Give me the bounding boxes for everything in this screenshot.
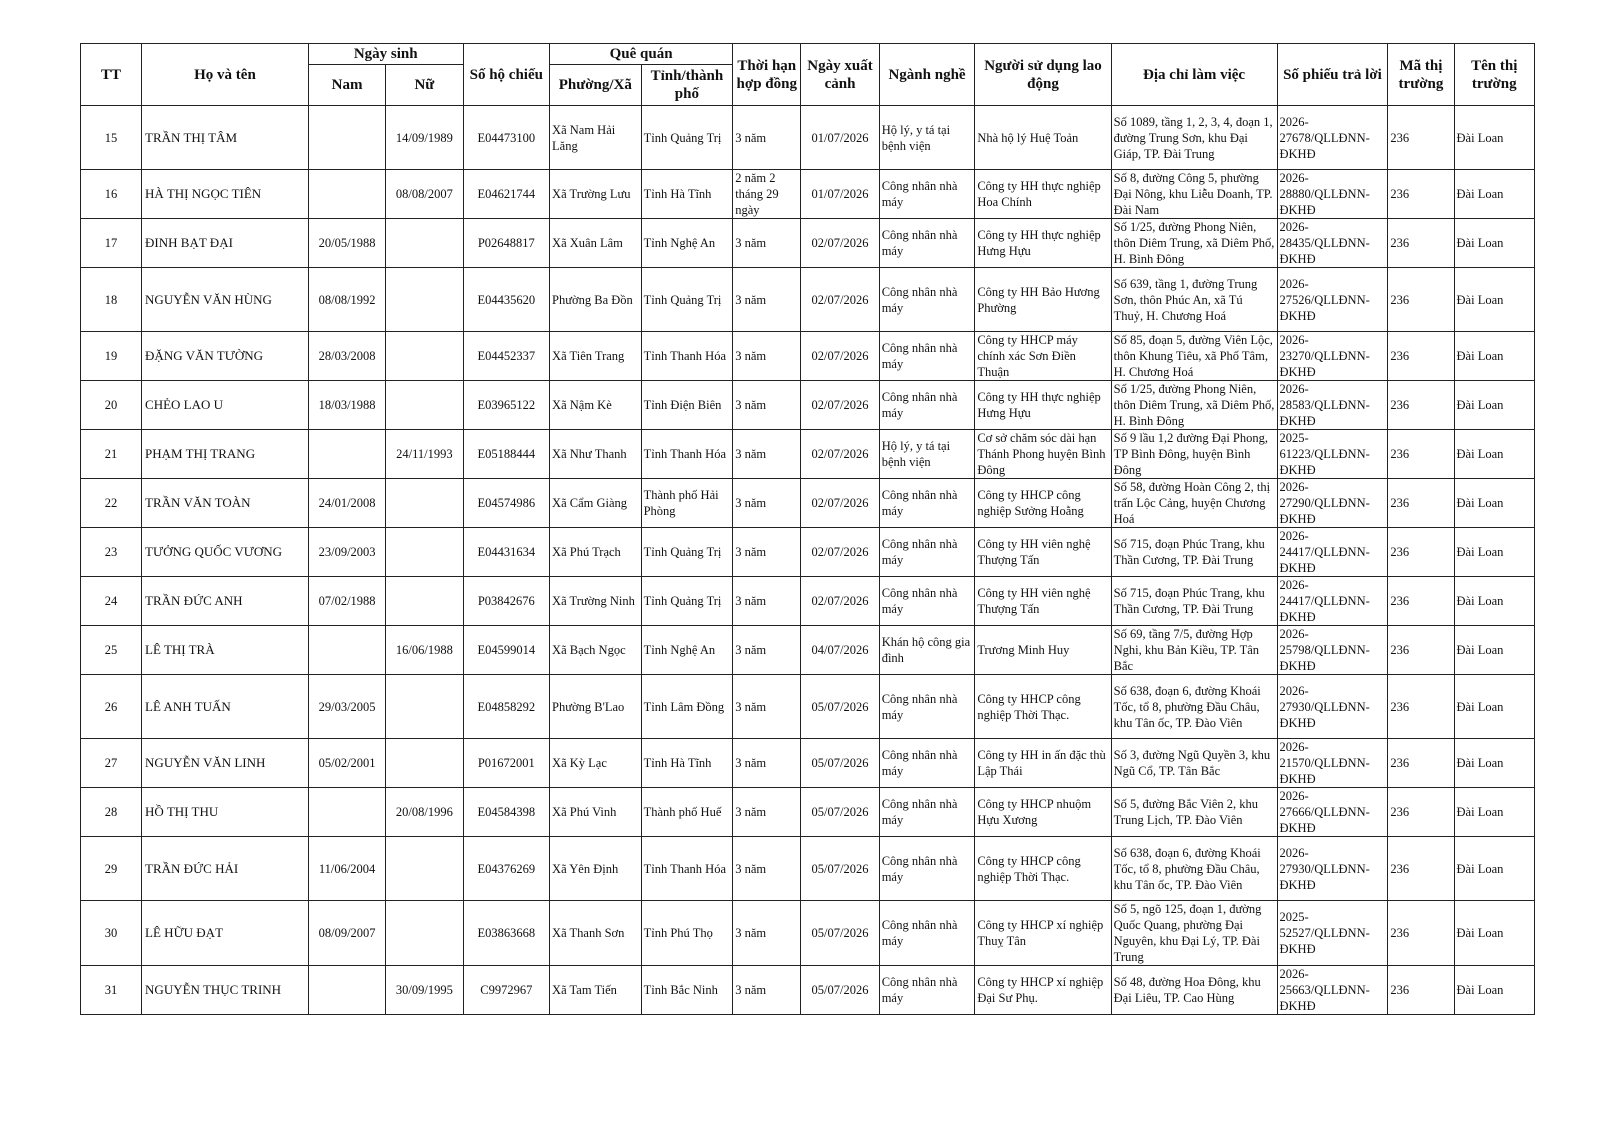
table-row (81, 332, 1535, 381)
birth-date-female (386, 219, 463, 268)
market-code: 236 (1388, 106, 1454, 170)
worker-name: ĐẶNG VĂN TƯỜNG (142, 332, 309, 381)
occupation: Công nhân nhà máy (879, 675, 975, 739)
ticket-number: 2026-28435/QLLĐNN-ĐKHĐ (1277, 219, 1388, 268)
hometown-ward: Xã Yên Định (550, 837, 642, 901)
employer: Công ty HH Bảo Hương Phường (975, 268, 1111, 332)
header-female: Nữ (386, 65, 463, 106)
work-address: Số 5, ngõ 125, đoạn 1, đường Quốc Quang, phường Đại Nguyên, khu Đại Lý, TP. Đài Trung (1111, 901, 1277, 966)
worker-name: LÊ ANH TUẤN (142, 675, 309, 739)
occupation: Công nhân nhà máy (879, 268, 975, 332)
birth-date-male: 29/03/2005 (308, 675, 385, 739)
row-number: 17 (81, 219, 142, 268)
worker-name: PHẠM THỊ TRANG (142, 430, 309, 479)
occupation: Khán hộ công gia đình (879, 626, 975, 675)
exit-date: 02/07/2026 (801, 381, 879, 430)
hometown-province: Tỉnh Hà Tĩnh (641, 739, 733, 788)
hometown-province: Tỉnh Thanh Hóa (641, 332, 733, 381)
ticket-number: 2026-25663/QLLĐNN-ĐKHĐ (1277, 966, 1388, 1015)
occupation: Công nhân nhà máy (879, 219, 975, 268)
contract-term: 3 năm (733, 479, 801, 528)
birth-date-male (308, 170, 385, 219)
passport-number: E04435620 (463, 268, 549, 332)
occupation: Công nhân nhà máy (879, 479, 975, 528)
exit-date: 02/07/2026 (801, 528, 879, 577)
passport-number: P03842676 (463, 577, 549, 626)
ticket-number: 2026-27930/QLLĐNN-ĐKHĐ (1277, 837, 1388, 901)
work-address: Số 715, đoạn Phúc Trang, khu Thần Cương, TP. Đài Trung (1111, 528, 1277, 577)
employer: Công ty HH viên nghệ Thượng Tấn (975, 528, 1111, 577)
market-code: 236 (1388, 479, 1454, 528)
row-number: 27 (81, 739, 142, 788)
market-code: 236 (1388, 332, 1454, 381)
work-address: Số 1089, tầng 1, 2, 3, 4, đoạn 1, đường Trung Sơn, khu Đại Giáp, TP. Đài Trung (1111, 106, 1277, 170)
worker-name: TƯỞNG QUỐC VƯƠNG (142, 528, 309, 577)
hometown-ward: Phường B'Lao (550, 675, 642, 739)
table-body (81, 106, 1535, 1015)
market-code: 236 (1388, 430, 1454, 479)
passport-number: E04574986 (463, 479, 549, 528)
birth-date-male: 18/03/1988 (308, 381, 385, 430)
occupation: Công nhân nhà máy (879, 170, 975, 219)
table-row (81, 577, 1535, 626)
header-male: Nam (308, 65, 385, 106)
worker-name: TRẦN THỊ TÂM (142, 106, 309, 170)
exit-date: 05/07/2026 (801, 675, 879, 739)
header-ticket: Số phiếu trả lời (1277, 44, 1388, 106)
header-contract: Thời hạn hợp đồng (733, 44, 801, 106)
passport-number: E05188444 (463, 430, 549, 479)
worker-name: NGUYỄN VĂN LINH (142, 739, 309, 788)
worker-name: TRẦN ĐỨC ANH (142, 577, 309, 626)
hometown-province: Tỉnh Phú Thọ (641, 901, 733, 966)
occupation: Công nhân nhà máy (879, 381, 975, 430)
exit-date: 05/07/2026 (801, 966, 879, 1015)
passport-number: E04473100 (463, 106, 549, 170)
exit-date: 04/07/2026 (801, 626, 879, 675)
contract-term: 3 năm (733, 675, 801, 739)
table-row (81, 837, 1535, 901)
worker-name: TRẦN ĐỨC HẢI (142, 837, 309, 901)
header-market-code: Mã thị trường (1388, 44, 1454, 106)
row-number: 19 (81, 332, 142, 381)
row-number: 24 (81, 577, 142, 626)
occupation: Công nhân nhà máy (879, 837, 975, 901)
worker-name: HỒ THỊ THU (142, 788, 309, 837)
table-row (81, 739, 1535, 788)
hometown-province: Tỉnh Thanh Hóa (641, 837, 733, 901)
birth-date-male: 23/09/2003 (308, 528, 385, 577)
employer: Cơ sở chăm sóc dài hạn Thánh Phong huyện Bình Đông (975, 430, 1111, 479)
market-name: Đài Loan (1454, 837, 1534, 901)
hometown-ward: Xã Trường Ninh (550, 577, 642, 626)
birth-date-male: 08/09/2007 (308, 901, 385, 966)
work-address: Số 1/25, đường Phong Niên, thôn Diêm Trung, xã Diêm Phố, H. Bình Đông (1111, 381, 1277, 430)
table-row (81, 901, 1535, 966)
market-name: Đài Loan (1454, 106, 1534, 170)
header-tt: TT (81, 44, 142, 106)
row-number: 16 (81, 170, 142, 219)
market-name: Đài Loan (1454, 268, 1534, 332)
row-number: 15 (81, 106, 142, 170)
market-name: Đài Loan (1454, 901, 1534, 966)
occupation: Công nhân nhà máy (879, 577, 975, 626)
birth-date-female (386, 901, 463, 966)
market-name: Đài Loan (1454, 675, 1534, 739)
passport-number: E04621744 (463, 170, 549, 219)
hometown-province: Tỉnh Điện Biên (641, 381, 733, 430)
contract-term: 3 năm (733, 106, 801, 170)
contract-term: 3 năm (733, 332, 801, 381)
market-code: 236 (1388, 966, 1454, 1015)
row-number: 26 (81, 675, 142, 739)
market-code: 236 (1388, 675, 1454, 739)
occupation: Công nhân nhà máy (879, 901, 975, 966)
work-address: Số 85, đoạn 5, đường Viên Lộc, thôn Khung Tiêu, xã Phố Tâm, H. Chương Hoá (1111, 332, 1277, 381)
passport-number: E04584398 (463, 788, 549, 837)
ticket-number: 2026-28880/QLLĐNN-ĐKHĐ (1277, 170, 1388, 219)
passport-number: E03863668 (463, 901, 549, 966)
market-code: 236 (1388, 739, 1454, 788)
ticket-number: 2026-27526/QLLĐNN-ĐKHĐ (1277, 268, 1388, 332)
exit-date: 02/07/2026 (801, 479, 879, 528)
contract-term: 3 năm (733, 219, 801, 268)
row-number: 29 (81, 837, 142, 901)
hometown-province: Tỉnh Quảng Trị (641, 268, 733, 332)
ticket-number: 2025-52527/QLLĐNN-ĐKHĐ (1277, 901, 1388, 966)
hometown-ward: Xã Nam Hải Lăng (550, 106, 642, 170)
ticket-number: 2026-24417/QLLĐNN-ĐKHĐ (1277, 528, 1388, 577)
contract-term: 3 năm (733, 268, 801, 332)
table-row (81, 219, 1535, 268)
birth-date-male: 24/01/2008 (308, 479, 385, 528)
work-address: Số 638, đoạn 6, đường Khoái Tốc, tổ 8, phường Đầu Châu, khu Tân ốc, TP. Đào Viên (1111, 675, 1277, 739)
birth-date-female (386, 837, 463, 901)
passport-number: P01672001 (463, 739, 549, 788)
market-name: Đài Loan (1454, 381, 1534, 430)
hometown-ward: Xã Trường Lưu (550, 170, 642, 219)
exit-date: 02/07/2026 (801, 268, 879, 332)
ticket-number: 2026-28583/QLLĐNN-ĐKHĐ (1277, 381, 1388, 430)
employer: Công ty HH in ấn đặc thù Lập Thái (975, 739, 1111, 788)
contract-term: 3 năm (733, 837, 801, 901)
birth-date-male (308, 626, 385, 675)
exit-date: 01/07/2026 (801, 106, 879, 170)
hometown-province: Thành phố Huế (641, 788, 733, 837)
ticket-number: 2026-24417/QLLĐNN-ĐKHĐ (1277, 577, 1388, 626)
ticket-number: 2026-27290/QLLĐNN-ĐKHĐ (1277, 479, 1388, 528)
exit-date: 02/07/2026 (801, 219, 879, 268)
row-number: 31 (81, 966, 142, 1015)
exit-date: 05/07/2026 (801, 901, 879, 966)
ticket-number: 2026-27666/QLLĐNN-ĐKHĐ (1277, 788, 1388, 837)
contract-term: 3 năm (733, 739, 801, 788)
market-code: 236 (1388, 219, 1454, 268)
passport-number: E04431634 (463, 528, 549, 577)
birth-date-male (308, 430, 385, 479)
market-name: Đài Loan (1454, 528, 1534, 577)
work-address: Số 639, tầng 1, đường Trung Sơn, thôn Phúc An, xã Tú Thuỷ, H. Chương Hoá (1111, 268, 1277, 332)
employer: Công ty HHCP xí nghiệp Thuỵ Tân (975, 901, 1111, 966)
birth-date-male: 11/06/2004 (308, 837, 385, 901)
birth-date-female: 16/06/1988 (386, 626, 463, 675)
market-code: 236 (1388, 901, 1454, 966)
table-row (81, 479, 1535, 528)
ticket-number: 2026-27678/QLLĐNN-ĐKHĐ (1277, 106, 1388, 170)
occupation: Công nhân nhà máy (879, 739, 975, 788)
employer: Công ty HHCP máy chính xác Sơn Điền Thuận (975, 332, 1111, 381)
work-address: Số 9 lầu 1,2 đường Đại Phong, TP Bình Đông, huyện Bình Đông (1111, 430, 1277, 479)
hometown-province: Tỉnh Quảng Trị (641, 577, 733, 626)
birth-date-male (308, 788, 385, 837)
hometown-province: Thành phố Hải Phòng (641, 479, 733, 528)
work-address: Số 638, đoạn 6, đường Khoái Tốc, tổ 8, phường Đầu Châu, khu Tân ốc, TP. Đào Viên (1111, 837, 1277, 901)
birth-date-female: 20/08/1996 (386, 788, 463, 837)
employer: Công ty HH thực nghiệp Hoa Chính (975, 170, 1111, 219)
header-market-name: Tên thị trường (1454, 44, 1534, 106)
birth-date-female (386, 268, 463, 332)
hometown-ward: Xã Tam Tiến (550, 966, 642, 1015)
birth-date-male (308, 106, 385, 170)
hometown-province: Tỉnh Thanh Hóa (641, 430, 733, 479)
occupation: Hộ lý, y tá tại bệnh viện (879, 106, 975, 170)
market-name: Đài Loan (1454, 479, 1534, 528)
work-address: Số 3, đường Ngũ Quyền 3, khu Ngũ Cổ, TP. Tân Bắc (1111, 739, 1277, 788)
contract-term: 3 năm (733, 626, 801, 675)
market-code: 236 (1388, 788, 1454, 837)
passport-number: E04599014 (463, 626, 549, 675)
employer: Công ty HHCP xí nghiệp Đại Sư Phụ. (975, 966, 1111, 1015)
employer: Công ty HHCP công nghiệp Sưởng Hoằng (975, 479, 1111, 528)
exit-date: 05/07/2026 (801, 788, 879, 837)
birth-date-male: 07/02/1988 (308, 577, 385, 626)
hometown-ward: Xã Như Thanh (550, 430, 642, 479)
contract-term: 3 năm (733, 966, 801, 1015)
header-province: Tỉnh/thành phố (641, 65, 733, 106)
work-address: Số 1/25, đường Phong Niên, thôn Diêm Trung, xã Diêm Phố, H. Bình Đông (1111, 219, 1277, 268)
table-row (81, 381, 1535, 430)
table-row (81, 106, 1535, 170)
birth-date-female (386, 381, 463, 430)
header-address: Địa chỉ làm việc (1111, 44, 1277, 106)
birth-date-male: 28/03/2008 (308, 332, 385, 381)
exit-date: 02/07/2026 (801, 430, 879, 479)
hometown-province: Tỉnh Nghệ An (641, 219, 733, 268)
exit-date: 01/07/2026 (801, 170, 879, 219)
passport-number: E04858292 (463, 675, 549, 739)
hometown-ward: Xã Thanh Sơn (550, 901, 642, 966)
birth-date-female (386, 528, 463, 577)
birth-date-male: 05/02/2001 (308, 739, 385, 788)
market-name: Đài Loan (1454, 966, 1534, 1015)
table-row (81, 966, 1535, 1015)
worker-name: NGUYỄN THỤC TRINH (142, 966, 309, 1015)
market-code: 236 (1388, 170, 1454, 219)
header-exit-date: Ngày xuất cảnh (801, 44, 879, 106)
market-code: 236 (1388, 837, 1454, 901)
employer: Công ty HH thực nghiệp Hưng Hựu (975, 381, 1111, 430)
work-address: Số 48, đường Hoa Đông, khu Đại Liêu, TP. Cao Hùng (1111, 966, 1277, 1015)
header-ward: Phường/Xã (550, 65, 642, 106)
hometown-ward: Xã Kỳ Lạc (550, 739, 642, 788)
row-number: 22 (81, 479, 142, 528)
hometown-province: Tỉnh Quảng Trị (641, 106, 733, 170)
exit-date: 02/07/2026 (801, 577, 879, 626)
worker-name: ĐINH BẠT ĐẠI (142, 219, 309, 268)
header-employer: Người sử dụng lao động (975, 44, 1111, 106)
hometown-ward: Xã Xuân Lâm (550, 219, 642, 268)
birth-date-female: 30/09/1995 (386, 966, 463, 1015)
hometown-ward: Xã Cẩm Giàng (550, 479, 642, 528)
passport-number: E04376269 (463, 837, 549, 901)
birth-date-male: 20/05/1988 (308, 219, 385, 268)
employer: Công ty HHCP công nghiệp Thời Thạc. (975, 837, 1111, 901)
row-number: 20 (81, 381, 142, 430)
worker-table (80, 43, 1535, 1015)
market-code: 236 (1388, 528, 1454, 577)
hometown-province: Tỉnh Quảng Trị (641, 528, 733, 577)
document-sheet (80, 43, 1535, 1015)
contract-term: 3 năm (733, 788, 801, 837)
employer: Công ty HHCP công nghiệp Thời Thạc. (975, 675, 1111, 739)
ticket-number: 2026-27930/QLLĐNN-ĐKHĐ (1277, 675, 1388, 739)
passport-number: E03965122 (463, 381, 549, 430)
occupation: Công nhân nhà máy (879, 966, 975, 1015)
market-name: Đài Loan (1454, 739, 1534, 788)
work-address: Số 58, đường Hoàn Công 2, thị trấn Lộc Cảng, huyện Chương Hoá (1111, 479, 1277, 528)
worker-name: TRẦN VĂN TOÀN (142, 479, 309, 528)
birth-date-male: 08/08/1992 (308, 268, 385, 332)
employer: Trương Minh Huy (975, 626, 1111, 675)
market-code: 236 (1388, 268, 1454, 332)
work-address: Số 715, đoạn Phúc Trang, khu Thần Cương, TP. Đài Trung (1111, 577, 1277, 626)
hometown-ward: Xã Tiên Trang (550, 332, 642, 381)
exit-date: 05/07/2026 (801, 837, 879, 901)
passport-number: P02648817 (463, 219, 549, 268)
market-name: Đài Loan (1454, 788, 1534, 837)
ticket-number: 2026-21570/QLLĐNN-ĐKHĐ (1277, 739, 1388, 788)
market-name: Đài Loan (1454, 332, 1534, 381)
birth-date-female (386, 739, 463, 788)
worker-name: CHẺO LAO U (142, 381, 309, 430)
ticket-number: 2026-25798/QLLĐNN-ĐKHĐ (1277, 626, 1388, 675)
worker-name: NGUYỄN VĂN HÙNG (142, 268, 309, 332)
occupation: Công nhân nhà máy (879, 788, 975, 837)
contract-term: 2 năm 2 tháng 29 ngày (733, 170, 801, 219)
worker-name: LÊ HỮU ĐẠT (142, 901, 309, 966)
row-number: 25 (81, 626, 142, 675)
birth-date-female (386, 479, 463, 528)
market-code: 236 (1388, 381, 1454, 430)
worker-name: HÀ THỊ NGỌC TIÊN (142, 170, 309, 219)
market-name: Đài Loan (1454, 170, 1534, 219)
contract-term: 3 năm (733, 381, 801, 430)
row-number: 23 (81, 528, 142, 577)
hometown-province: Tỉnh Lâm Đồng (641, 675, 733, 739)
occupation: Công nhân nhà máy (879, 332, 975, 381)
table-row (81, 788, 1535, 837)
table-row (81, 268, 1535, 332)
worker-name: LÊ THỊ TRÀ (142, 626, 309, 675)
contract-term: 3 năm (733, 430, 801, 479)
birth-date-male (308, 966, 385, 1015)
exit-date: 02/07/2026 (801, 332, 879, 381)
header-birth-group: Ngày sinh (308, 44, 463, 65)
birth-date-female: 24/11/1993 (386, 430, 463, 479)
table-row (81, 626, 1535, 675)
market-code: 236 (1388, 626, 1454, 675)
market-code: 236 (1388, 577, 1454, 626)
row-number: 30 (81, 901, 142, 966)
work-address: Số 5, đường Bắc Viên 2, khu Trung Lịch, TP. Đào Viên (1111, 788, 1277, 837)
occupation: Công nhân nhà máy (879, 528, 975, 577)
hometown-ward: Phường Ba Đồn (550, 268, 642, 332)
hometown-ward: Xã Phú Trạch (550, 528, 642, 577)
birth-date-female (386, 332, 463, 381)
row-number: 28 (81, 788, 142, 837)
market-name: Đài Loan (1454, 430, 1534, 479)
exit-date: 05/07/2026 (801, 739, 879, 788)
birth-date-female (386, 577, 463, 626)
birth-date-female: 14/09/1989 (386, 106, 463, 170)
employer: Công ty HH thực nghiệp Hưng Hựu (975, 219, 1111, 268)
hometown-ward: Xã Phú Vinh (550, 788, 642, 837)
hometown-province: Tỉnh Bắc Ninh (641, 966, 733, 1015)
contract-term: 3 năm (733, 901, 801, 966)
occupation: Hộ lý, y tá tại bệnh viện (879, 430, 975, 479)
table-row (81, 430, 1535, 479)
market-name: Đài Loan (1454, 219, 1534, 268)
header-hometown-group: Quê quán (550, 44, 733, 65)
table-row (81, 675, 1535, 739)
row-number: 18 (81, 268, 142, 332)
header-name: Họ và tên (142, 44, 309, 106)
passport-number: C9972967 (463, 966, 549, 1015)
passport-number: E04452337 (463, 332, 549, 381)
contract-term: 3 năm (733, 528, 801, 577)
employer: Nhà hộ lý Huệ Toản (975, 106, 1111, 170)
market-name: Đài Loan (1454, 577, 1534, 626)
table-row (81, 170, 1535, 219)
hometown-ward: Xã Bạch Ngọc (550, 626, 642, 675)
ticket-number: 2026-23270/QLLĐNN-ĐKHĐ (1277, 332, 1388, 381)
hometown-province: Tỉnh Nghệ An (641, 626, 733, 675)
table-row (81, 528, 1535, 577)
header-passport: Số hộ chiếu (463, 44, 549, 106)
employer: Công ty HH viên nghệ Thượng Tấn (975, 577, 1111, 626)
birth-date-female: 08/08/2007 (386, 170, 463, 219)
header-occupation: Ngành nghề (879, 44, 975, 106)
hometown-province: Tỉnh Hà Tĩnh (641, 170, 733, 219)
work-address: Số 8, đường Công 5, phường Đại Nông, khu Liễu Doanh, TP. Đài Nam (1111, 170, 1277, 219)
employer: Công ty HHCP nhuộm Hựu Xương (975, 788, 1111, 837)
row-number: 21 (81, 430, 142, 479)
work-address: Số 69, tầng 7/5, đường Hợp Nghi, khu Bản Kiều, TP. Tân Bắc (1111, 626, 1277, 675)
contract-term: 3 năm (733, 577, 801, 626)
ticket-number: 2025-61223/QLLĐNN-ĐKHĐ (1277, 430, 1388, 479)
hometown-ward: Xã Nậm Kè (550, 381, 642, 430)
birth-date-female (386, 675, 463, 739)
market-name: Đài Loan (1454, 626, 1534, 675)
